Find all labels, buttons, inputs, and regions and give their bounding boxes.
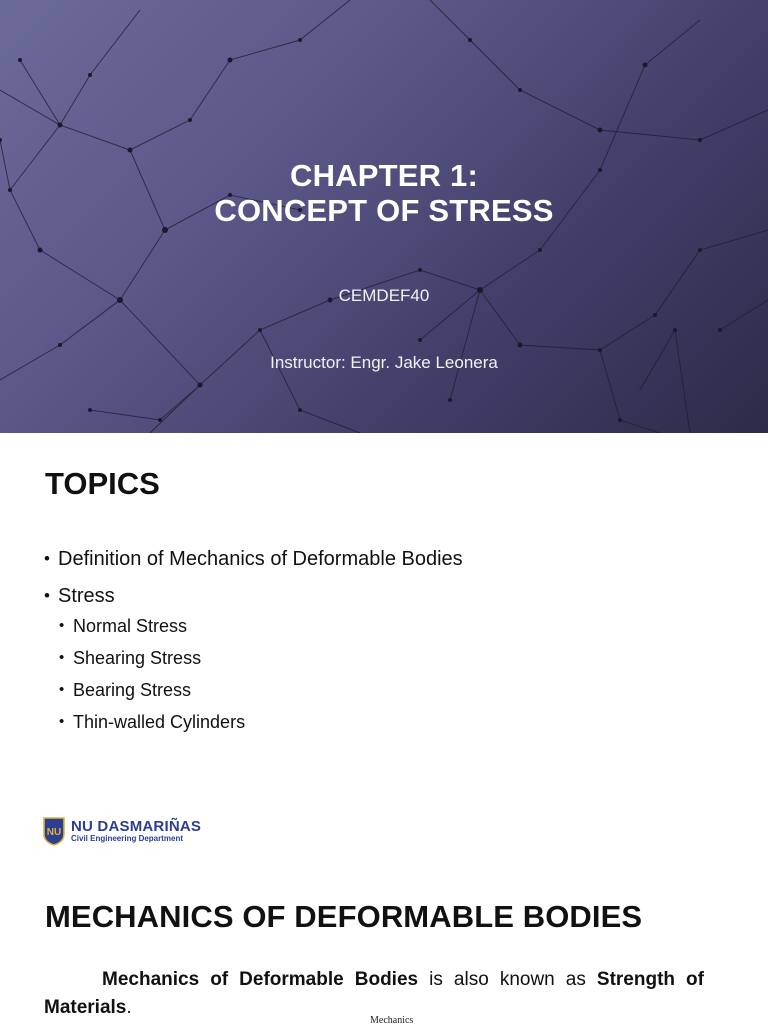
shield-icon [42, 816, 66, 846]
para-text: is also known as [418, 969, 597, 990]
subtopic-item: • Shearing Stress [44, 647, 463, 679]
section-heading: MECHANICS OF DEFORMABLE BODIES [45, 899, 643, 934]
topic-item: • Stress [44, 583, 463, 615]
topics-heading: TOPICS [45, 466, 160, 501]
topic-item: • Definition of Mechanics of Deformable Bodies [44, 546, 463, 583]
diagram-caption: Mechanics [370, 1015, 414, 1026]
term-bold-alt: Strength of Materials [44, 969, 704, 1018]
subtopic-item: • Bearing Stress [44, 679, 463, 711]
subtopic-item: • Normal Stress [44, 615, 463, 647]
instructor-name: Instructor: Engr. Jake Leonera [270, 353, 498, 372]
course-code: CEMDEF40 [338, 286, 430, 305]
title-slide [0, 0, 768, 433]
topics-list [44, 546, 463, 743]
para-text-end: . [126, 997, 132, 1018]
chapter-title-line1: CHAPTER 1: [289, 158, 478, 193]
subtopic-item: • Thin-walled Cylinders [44, 711, 463, 743]
nu-dasmarinas-logo [42, 816, 201, 846]
definition-paragraph [44, 966, 704, 1022]
logo-name: NU DASMARIÑAS [71, 818, 202, 835]
chapter-title [0, 158, 768, 228]
logo-monogram: NU [46, 827, 62, 838]
term-bold: Mechanics of Deformable Bodies [102, 969, 419, 990]
chapter-title-line2: CONCEPT OF STRESS [214, 193, 554, 228]
logo-department: Civil Engineering Department [71, 834, 184, 843]
